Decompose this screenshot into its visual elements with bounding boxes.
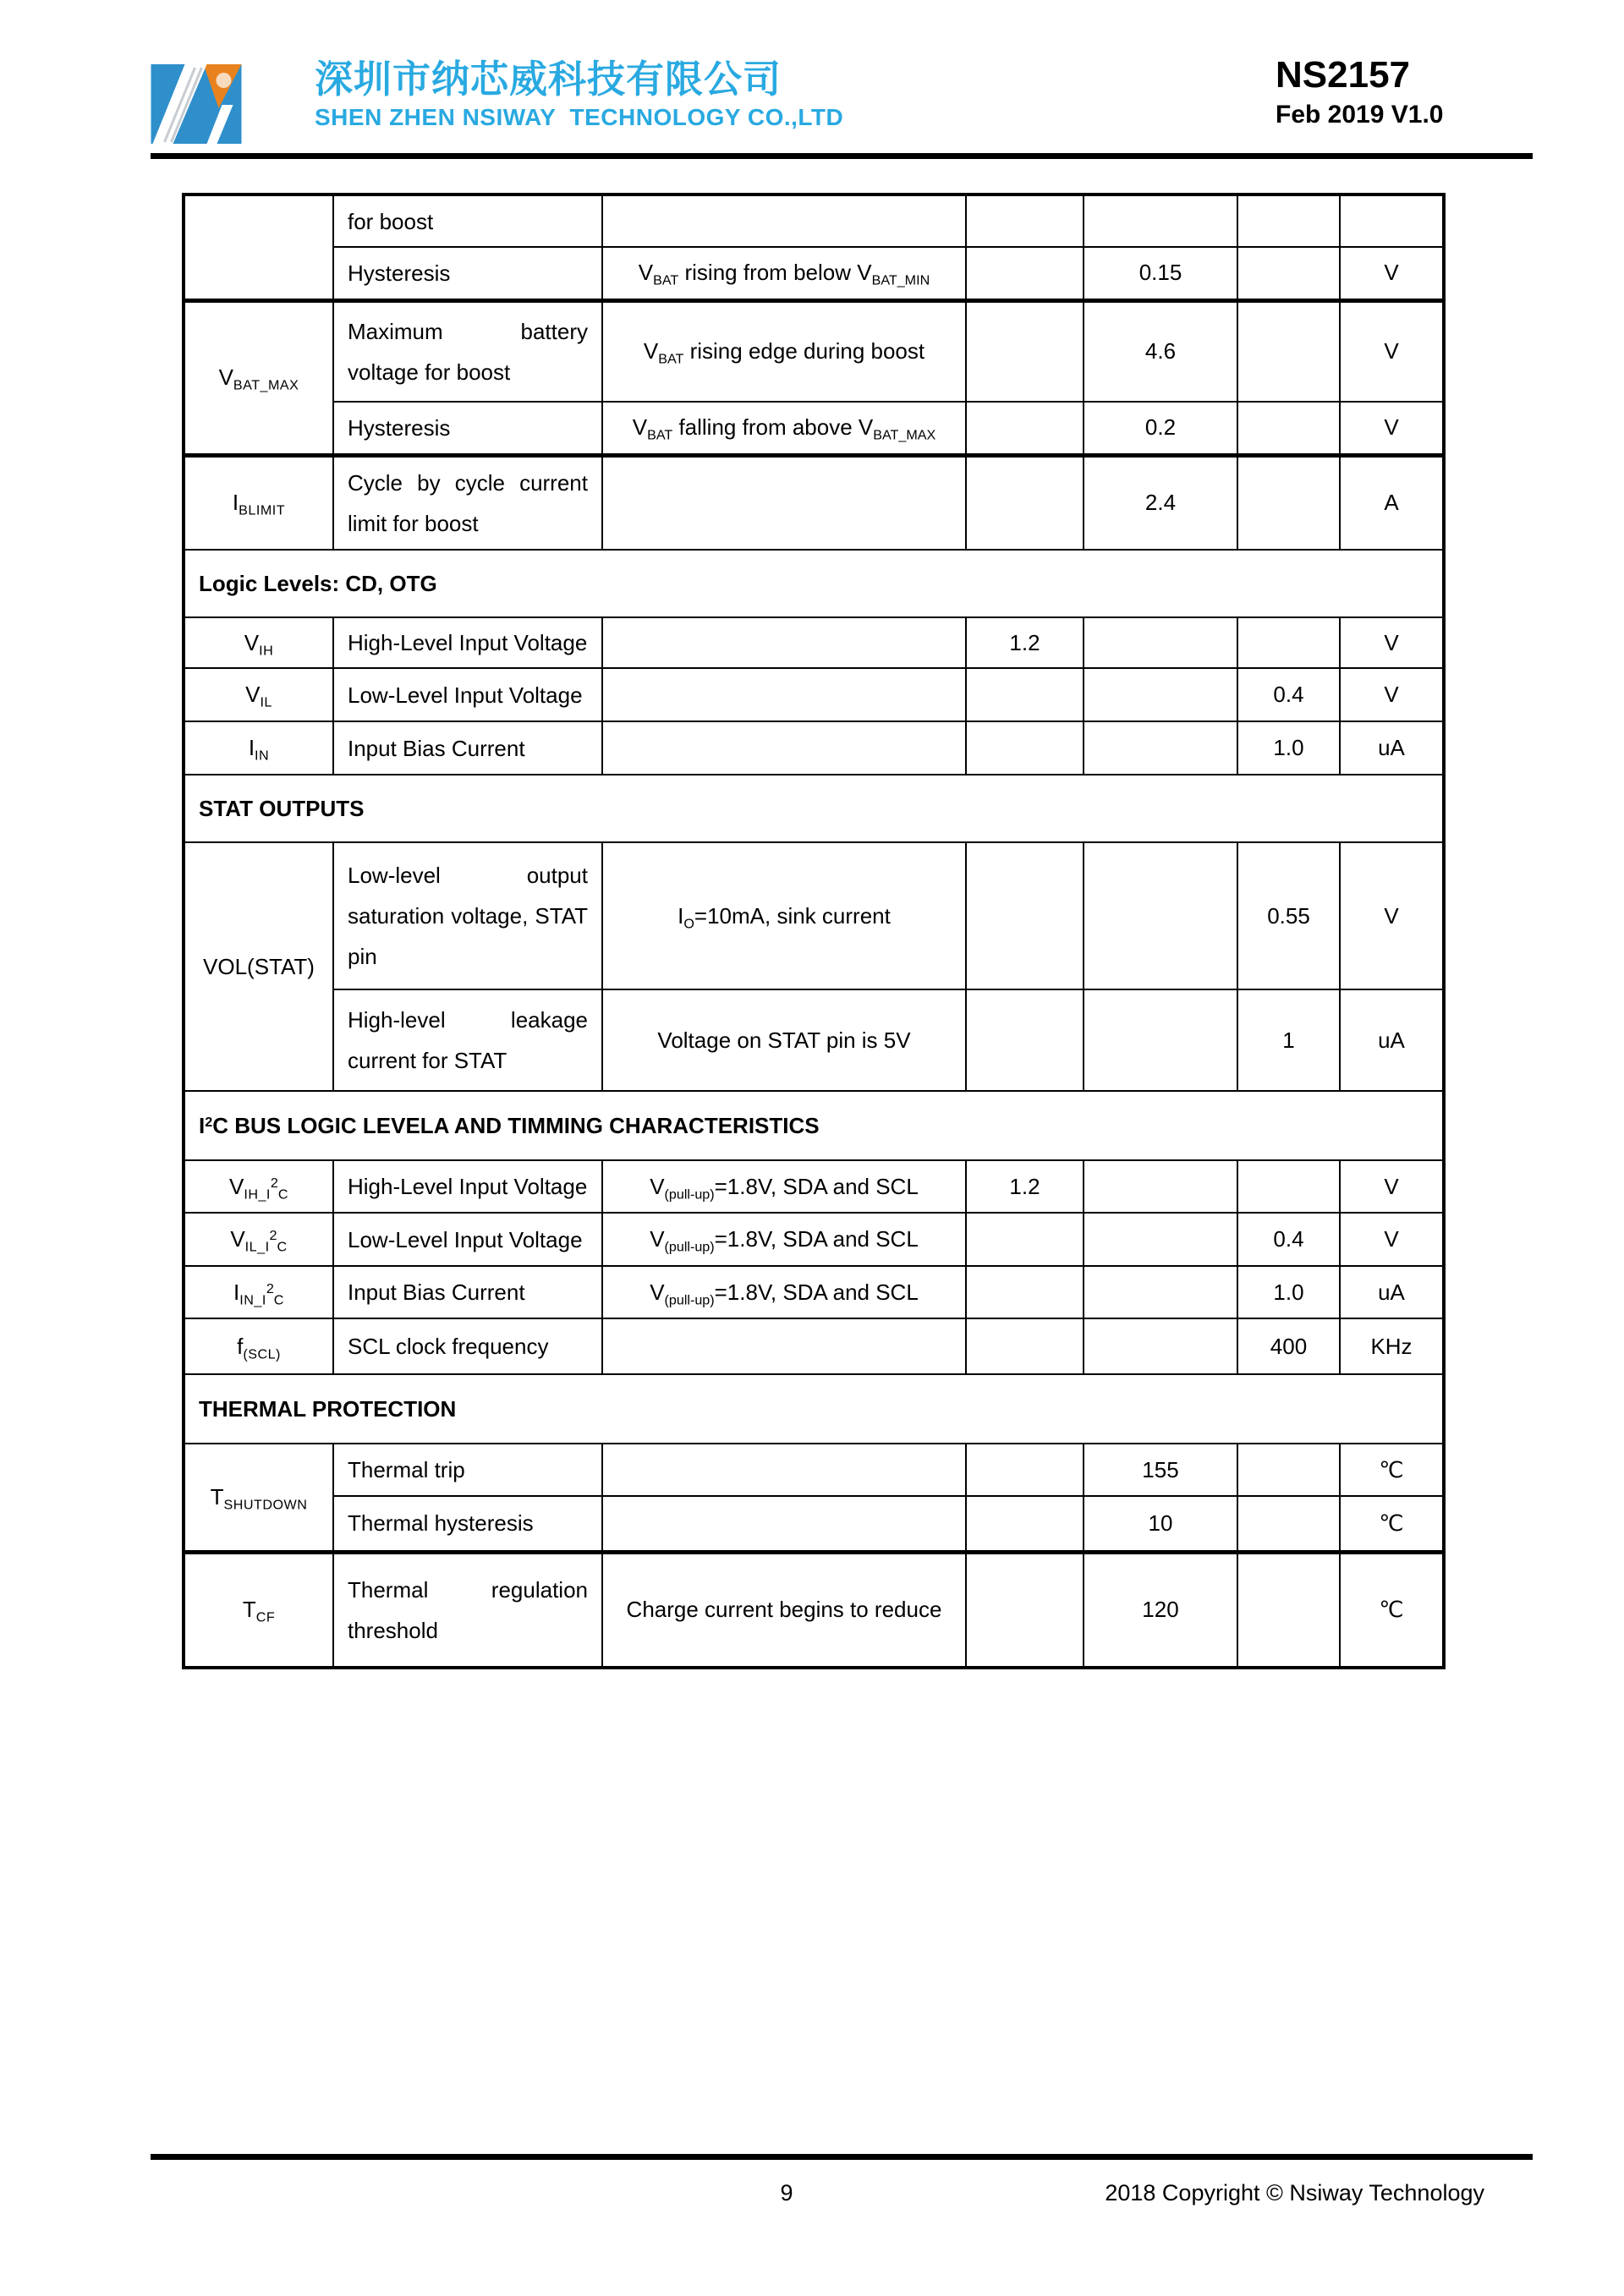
min-cell: 1.2 [966, 1160, 1084, 1213]
parameter-line: saturation voltage, STAT [348, 903, 588, 929]
typ-cell: 0.2 [1084, 402, 1237, 455]
parameter-line: Input Bias Current [348, 1280, 525, 1305]
condition-cell: $V_{BAT}$ falling from above $V_{BAT\_MAX}$ [602, 402, 966, 455]
max-cell: 0.4 [1237, 1213, 1340, 1266]
min-cell [966, 195, 1084, 247]
company-name-chinese: 深圳市纳芯威科技有限公司 [315, 58, 782, 101]
table-row [184, 195, 1444, 247]
min-cell [966, 721, 1084, 775]
parameter-line: for boost [348, 208, 434, 234]
section-header-row [184, 1374, 1444, 1444]
parameter-line: Maximum battery [348, 318, 588, 344]
parameter-line: Low-Level Input Voltage [348, 1226, 583, 1252]
parameter-line: voltage for boost [348, 359, 511, 385]
symbol-cell [184, 195, 333, 300]
typ-cell [1084, 617, 1237, 668]
unit-cell: ℃ [1340, 1552, 1444, 1668]
parameter-line: limit for boost [348, 510, 479, 536]
typ-cell [1084, 842, 1237, 989]
symbol-cell: $I_{BLIMIT}$ [184, 455, 333, 550]
parameter-line: High-level leakage [348, 1007, 588, 1033]
parameter-cell [333, 1496, 602, 1552]
symbol-cell: $f_{(SCL)}$ [184, 1318, 333, 1374]
max-cell [1237, 1160, 1340, 1213]
min-cell [966, 455, 1084, 550]
table-row [184, 1444, 1444, 1496]
typ-cell: 4.6 [1084, 300, 1237, 402]
part-number: NS2157 [1276, 54, 1411, 96]
min-cell [966, 989, 1084, 1091]
parameter-cell [333, 842, 602, 989]
section-title: THERMAL PROTECTION [184, 1374, 1444, 1444]
unit-cell: uA [1340, 989, 1444, 1091]
min-cell [966, 1444, 1084, 1496]
typ-cell: 2.4 [1084, 455, 1237, 550]
typ-cell [1084, 1213, 1237, 1266]
table-row [184, 1552, 1444, 1668]
parameter-line: current for STAT [348, 1048, 508, 1073]
symbol-cell: $I_{IN\_I}^2_C$ [184, 1266, 333, 1318]
section-header-row [184, 1091, 1444, 1160]
symbol-cell: $V_{IL}$ [184, 668, 333, 721]
symbol-cell: $I_{IN}$ [184, 721, 333, 775]
max-cell [1237, 1444, 1340, 1496]
table-row [184, 1496, 1444, 1552]
parameter-cell [333, 989, 602, 1091]
parameter-cell [333, 1552, 602, 1668]
min-cell [966, 1318, 1084, 1374]
parameter-line: Thermal hysteresis [348, 1510, 534, 1537]
condition-cell: $I_O=10mA$, sink current [602, 842, 966, 989]
unit-cell: ℃ [1340, 1444, 1444, 1496]
typ-cell [1084, 1266, 1237, 1318]
parameter-line: Hysteresis [348, 414, 451, 441]
unit-cell: KHz [1340, 1318, 1444, 1374]
unit-cell: V [1340, 1160, 1444, 1213]
typ-cell: 0.15 [1084, 247, 1237, 300]
max-cell: 0.55 [1237, 842, 1340, 989]
company-name-english: SHEN ZHEN NSIWAY TECHNOLOGY CO.,LTD [315, 104, 844, 130]
section-title: STAT OUTPUTS [184, 775, 1444, 842]
nsiway-logo-icon [151, 64, 242, 144]
table-row [184, 300, 1444, 402]
condition-cell: $V_{(pull-up)}=1.8V$, SDA and SCL [602, 1266, 966, 1318]
parameter-line: High-Level Input Voltage [348, 630, 588, 655]
typ-cell: 10 [1084, 1496, 1237, 1552]
typ-cell: 120 [1084, 1552, 1237, 1668]
typ-cell [1084, 195, 1237, 247]
table-row [184, 1213, 1444, 1266]
unit-cell: V [1340, 1213, 1444, 1266]
min-cell [966, 1552, 1084, 1668]
table-row [184, 617, 1444, 668]
unit-cell: A [1340, 455, 1444, 550]
table-row [184, 247, 1444, 300]
condition-cell [602, 1496, 966, 1552]
max-cell: 1.0 [1237, 1266, 1340, 1318]
parameter-cell [333, 402, 602, 455]
condition-cell: $V_{(pull-up)}=1.8V$, SDA and SCL [602, 1213, 966, 1266]
parameter-line: Thermal trip [348, 1457, 465, 1482]
company-logo [151, 64, 242, 144]
max-cell: 0.4 [1237, 668, 1340, 721]
symbol-cell: $T_{CF}$ [184, 1552, 333, 1668]
typ-cell: 155 [1084, 1444, 1237, 1496]
unit-cell: V [1340, 300, 1444, 402]
table-row [184, 989, 1444, 1091]
footer-rule [151, 2154, 1533, 2160]
symbol-cell: $T_{SHUTDOWN}$ [184, 1444, 333, 1552]
min-cell [966, 1266, 1084, 1318]
max-cell [1237, 617, 1340, 668]
condition-cell [602, 617, 966, 668]
unit-cell: ℃ [1340, 1496, 1444, 1552]
max-cell [1237, 1496, 1340, 1552]
condition-cell [602, 455, 966, 550]
parameter-line: Cycle by cycle current [348, 469, 588, 496]
condition-cell: Voltage on STAT pin is 5V [602, 989, 966, 1091]
max-cell: 1 [1237, 989, 1340, 1091]
min-cell [966, 668, 1084, 721]
parameter-cell [333, 1213, 602, 1266]
min-cell [966, 1496, 1084, 1552]
parameter-line: Input Bias Current [348, 735, 525, 761]
parameter-line: Low-level output [348, 863, 588, 888]
section-title: Logic Levels: CD, OTG [184, 550, 1444, 617]
parameter-cell [333, 617, 602, 668]
table-row [184, 455, 1444, 550]
symbol-cell: $V_{IH\_I}^2_C$ [184, 1160, 333, 1213]
parameter-cell [333, 247, 602, 300]
copyright-text: 2018 Copyright © Nsiway Technology [1105, 2180, 1484, 2206]
unit-cell: uA [1340, 1266, 1444, 1318]
min-cell [966, 842, 1084, 989]
condition-cell: $V_{BAT}$ rising from below $V_{BAT\_MIN}$ [602, 247, 966, 300]
table-row [184, 1160, 1444, 1213]
symbol-cell: $V_{BAT\_MAX}$ [184, 300, 333, 455]
condition-cell [602, 668, 966, 721]
max-cell [1237, 247, 1340, 300]
parameter-line: Thermal regulation [348, 1576, 588, 1603]
max-cell: 400 [1237, 1318, 1340, 1374]
condition-cell: Charge current begins to reduce [602, 1552, 966, 1668]
parameter-line: High-Level Input Voltage [348, 1174, 588, 1199]
section-header-row [184, 550, 1444, 617]
parameter-line: Hysteresis [348, 260, 451, 286]
condition-cell [602, 1444, 966, 1496]
unit-cell: V [1340, 402, 1444, 455]
typ-cell [1084, 1318, 1237, 1374]
parameter-cell [333, 300, 602, 402]
typ-cell [1084, 1160, 1237, 1213]
unit-cell: V [1340, 668, 1444, 721]
parameter-cell [333, 1444, 602, 1496]
unit-cell: V [1340, 617, 1444, 668]
electrical-characteristics-table [182, 193, 1446, 1669]
max-cell [1237, 1552, 1340, 1668]
min-cell [966, 402, 1084, 455]
parameter-cell [333, 668, 602, 721]
symbol-cell: $V_{IL\_I}^2_C$ [184, 1213, 333, 1266]
condition-cell [602, 721, 966, 775]
typ-cell [1084, 668, 1237, 721]
table-row [184, 842, 1444, 989]
parameter-cell [333, 455, 602, 550]
parameter-cell [333, 195, 602, 247]
typ-cell [1084, 989, 1237, 1091]
parameter-cell [333, 721, 602, 775]
parameter-cell [333, 1160, 602, 1213]
condition-cell: $V_{BAT}$ rising edge during boost [602, 300, 966, 402]
table-row [184, 1318, 1444, 1374]
document-id-block [1276, 52, 1443, 132]
typ-cell [1084, 721, 1237, 775]
unit-cell [1340, 195, 1444, 247]
max-cell [1237, 300, 1340, 402]
parameter-cell [333, 1318, 602, 1374]
max-cell [1237, 402, 1340, 455]
parameter-line: threshold [348, 1617, 438, 1643]
table-row [184, 668, 1444, 721]
unit-cell: V [1340, 247, 1444, 300]
table-row [184, 402, 1444, 455]
min-cell [966, 1213, 1084, 1266]
parameter-line: Low-Level Input Voltage [348, 682, 583, 708]
section-header-row [184, 775, 1444, 842]
symbol-cell: VOL(STAT) [184, 842, 333, 1091]
table-row [184, 721, 1444, 775]
revision: Feb 2019 V1.0 [1276, 101, 1444, 129]
min-cell: 1.2 [966, 617, 1084, 668]
section-title: $I^2C$ BUS LOGIC LEVELA AND TIMMING CHARACTERISTICS [184, 1091, 1444, 1160]
parameter-cell [333, 1266, 602, 1318]
condition-cell: $V_{(pull-up)}=1.8V$, SDA and SCL [602, 1160, 966, 1213]
unit-cell: V [1340, 842, 1444, 989]
condition-cell [602, 195, 966, 247]
header-rule [151, 153, 1533, 159]
table-row [184, 1266, 1444, 1318]
parameter-line: pin [348, 944, 377, 969]
min-cell [966, 247, 1084, 300]
condition-cell [602, 1318, 966, 1374]
unit-cell: uA [1340, 721, 1444, 775]
max-cell: 1.0 [1237, 721, 1340, 775]
symbol-cell: $V_{IH}$ [184, 617, 333, 668]
max-cell [1237, 455, 1340, 550]
company-block [315, 56, 843, 132]
min-cell [966, 300, 1084, 402]
max-cell [1237, 195, 1340, 247]
parameter-line: SCL clock frequency [348, 1334, 549, 1359]
page-number: 9 [780, 2180, 793, 2206]
